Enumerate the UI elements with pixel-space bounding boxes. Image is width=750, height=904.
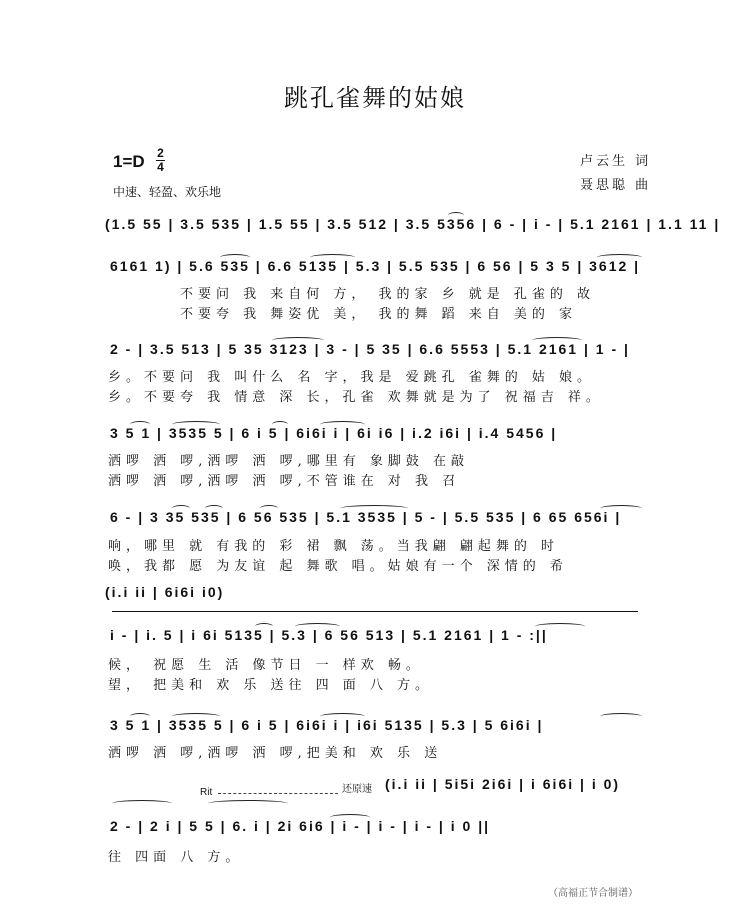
slur [255, 623, 273, 630]
lyrics-row-4-verse-2: 洒啰 洒 啰,洒啰 洒 啰,不管谁在 对 我 召 [108, 474, 461, 489]
slur [340, 505, 408, 512]
lyrics-row-2-verse-2: 不要夸 我 舞姿优 美， 我的舞 蹈 来自 美的 家 [180, 307, 578, 322]
watermark-text: （高福正节合制谱） [548, 888, 638, 899]
song-title: 跳孔雀舞的姑娘 [284, 84, 466, 112]
lyrics-row-4-verse-1: 洒啰 洒 啰,洒啰 洒 啰,哪里有 象脚鼓 在敲 [108, 454, 470, 469]
slur [260, 505, 278, 512]
slur [172, 421, 220, 428]
trill-slur [448, 212, 464, 219]
slur [208, 800, 288, 807]
ritardando-marking: Rit [200, 787, 213, 798]
composer-credit: 聂思聪 曲 [580, 178, 652, 193]
slur [600, 505, 642, 512]
score-row-5-notes: 6 - | 3 35 535 | 6 56 535 | 5.1 3535 | 5 - | 5.5 535 | 6 65 656i | [110, 509, 622, 525]
score-row-4-notes: 3 5 1 | 3535 5 | 6 i 5 | 6i6i i | 6i i6 | i.2 i6i | i.4 5456 | [110, 425, 558, 441]
slur [295, 623, 340, 630]
slur [320, 713, 365, 720]
slur [112, 800, 172, 807]
lyrics-row-7-verse-1: 候， 祝愿 生 活 像节日 一 样欢 畅。 [108, 658, 424, 673]
time-signature-top: 2 [157, 146, 164, 160]
lyrics-row-7-verse-2: 望， 把美和 欢 乐 送往 四 面 八 方。 [108, 678, 434, 693]
score-row-3-notes: 2 - | 3.5 513 | 5 35 3123 | 3 - | 5 35 | 6.6 5553 | 5.1 2161 | 1 - | [110, 341, 630, 357]
score-row-6-notes: (i.i ii | 6i6i i0) [105, 584, 225, 600]
slur [172, 713, 220, 720]
score-row-7-notes: i - | i. 5 | i 6i 5135 | 5.3 | 6 56 513 | 5.1 2161 | 1 - :|| [110, 627, 548, 643]
slur [272, 421, 288, 428]
slur [272, 337, 324, 344]
slur [600, 713, 642, 720]
lyrics-row-3-verse-1: 乡。不要问 我 叫什么 名 字，我是 爱跳孔 雀舞的 姑 娘。 [108, 370, 596, 385]
volta-bracket-line [112, 611, 638, 612]
lyricist-credit: 卢云生 词 [580, 154, 652, 169]
slur [130, 713, 150, 720]
time-signature-bottom: 4 [157, 160, 164, 174]
lyrics-row-5-verse-2: 唤，我都 愿 为友谊 起 舞歌 唱。姑娘有一个 深情的 希 [108, 559, 568, 574]
score-row-8-notes: 3 5 1 | 3535 5 | 6 i 5 | 6i6i i | i6i 5135 | 5.3 | 5 6i6i | [110, 717, 544, 733]
score-row-10-notes: 2 - | 2 i | 5 5 | 6. i | 2i 6i6 | i - | i - | i - | i 0 || [110, 818, 491, 834]
lyrics-row-10-verse-1: 往 四面 八 方。 [108, 850, 244, 865]
slur [130, 421, 150, 428]
score-row-1-notes: (1.5 55 | 3.5 535 | 1.5 55 | 3.5 512 | 3.5 5356 | 6 - | i - | 5.1 2161 | 1.1 11 | [105, 216, 721, 232]
time-signature [156, 147, 165, 174]
lyrics-row-5-verse-1: 响，哪里 就 有我的 彩 裙 飘 荡。当我翩 翩起舞的 时 [108, 539, 560, 554]
slur [310, 254, 355, 261]
slur [205, 505, 223, 512]
tempo-return-marking: 还原速 [342, 784, 372, 795]
lyrics-row-2-verse-1: 不要问 我 来自何 方， 我的家 乡 就是 孔雀的 故 [180, 287, 596, 302]
slur [597, 254, 642, 261]
slur [320, 421, 365, 428]
lyrics-row-8-verse-1: 洒啰 洒 啰,洒啰 洒 啰,把美和 欢 乐 送 [108, 746, 443, 761]
ritardando-dash-line [218, 793, 338, 795]
slur [532, 337, 582, 344]
tempo-marking: 中速、轻盈、欢乐地 [113, 185, 222, 199]
lyrics-row-3-verse-2: 乡。不要夸 我 情意 深 长，孔雀 欢舞就是为了 祝福吉 祥。 [108, 390, 604, 405]
slur [172, 505, 190, 512]
slur [220, 254, 250, 261]
key-signature: 1=D [113, 152, 145, 171]
slur [535, 623, 585, 630]
score-row-2-notes: 6161 1) | 5.6 535 | 6.6 5135 | 5.3 | 5.5 535 | 6 56 | 5 3 5 | 3612 | [110, 258, 641, 274]
score-row-9-notes: (i.i ii | 5i5i 2i6i | i 6i6i | i 0) [385, 776, 621, 792]
slur [330, 814, 370, 821]
